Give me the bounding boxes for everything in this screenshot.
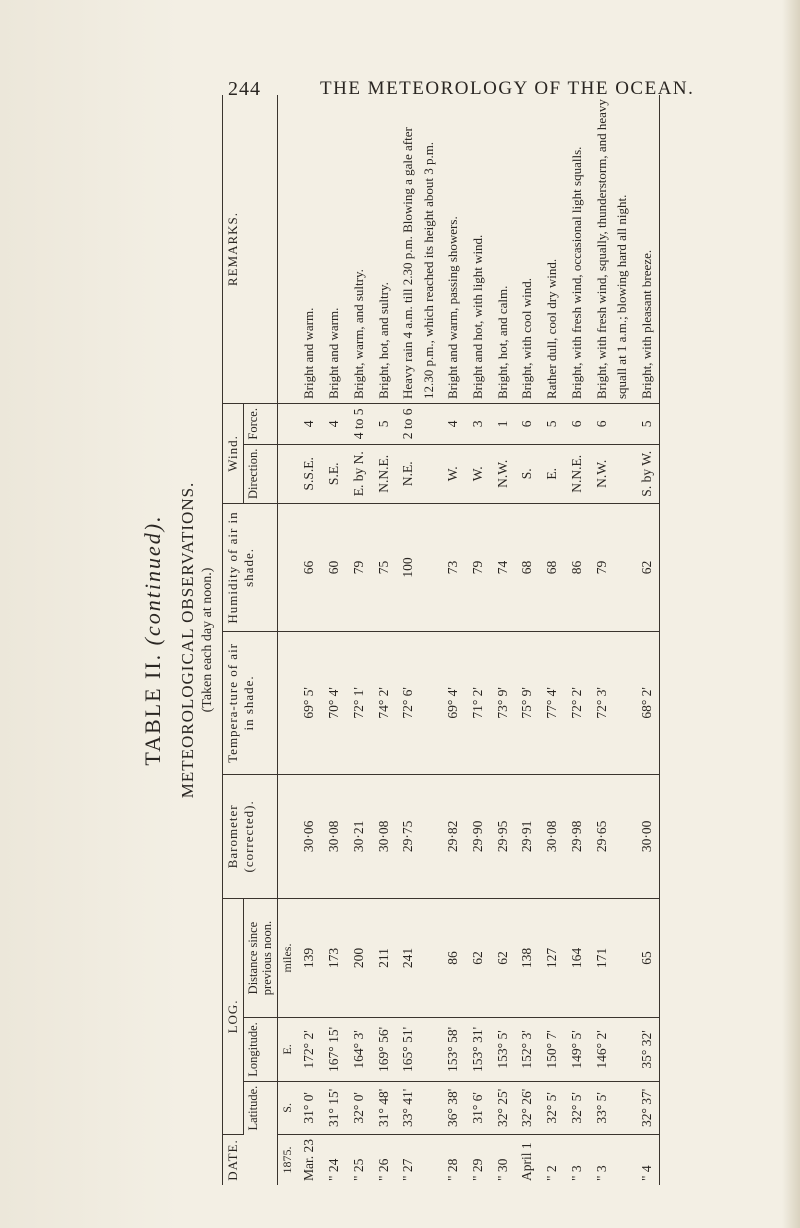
cell-barometer: 30·06 <box>297 774 322 898</box>
cell-latitude: 31° 48' <box>372 1081 397 1134</box>
unit-year: 1875. <box>279 1146 294 1174</box>
cell-barometer: 30·08 <box>540 774 565 898</box>
table-row <box>396 95 440 1185</box>
cell-temperature: 72° 2' <box>565 631 590 774</box>
unit-blank <box>277 404 297 445</box>
table-row <box>441 95 466 1185</box>
header-remarks: REMARKS. <box>223 95 278 404</box>
table-row <box>466 95 491 1185</box>
cell-wind-force: 4 <box>322 404 347 445</box>
cell-remarks: Heavy rain 4 a.m. till 2.30 p.m. Blowing a gale after 12.30 p.m., which reached its height about 3 p.m. <box>396 95 440 404</box>
cell-wind-force: 6 <box>590 404 634 445</box>
cell-temperature: 77° 4' <box>540 631 565 774</box>
cell-date: " 30 <box>494 1158 510 1181</box>
cell-humidity: 79 <box>466 503 491 631</box>
cell-date: " 25 <box>350 1158 366 1181</box>
cell-remarks: Rather dull, cool dry wind. <box>540 95 565 404</box>
cell-date: " 4 <box>635 1135 660 1186</box>
cell-barometer: 29·75 <box>396 774 440 898</box>
cell-wind-force: 4 <box>297 404 322 445</box>
cell-barometer: 30·08 <box>372 774 397 898</box>
unit-blank <box>277 631 297 774</box>
cell-distance: 241 <box>396 898 440 1017</box>
cell-distance: 65 <box>635 898 660 1017</box>
cell-longitude: 153° 5' <box>491 1018 516 1082</box>
cell-distance: 138 <box>515 898 540 1017</box>
cell-latitude: 32° 25' <box>491 1081 516 1134</box>
cell-humidity: 60 <box>322 503 347 631</box>
cell-wind-direction: N.E. <box>396 444 440 503</box>
observations-table <box>222 95 660 1185</box>
cell-temperature: 75° 9' <box>515 631 540 774</box>
header-longitude: Longitude. <box>244 1018 278 1082</box>
rotated-table-block <box>140 95 765 1185</box>
cell-wind-force: 6 <box>515 404 540 445</box>
cell-remarks: Bright and hot, with light wind. <box>466 95 491 404</box>
cell-latitude: 33° 5' <box>590 1081 634 1134</box>
cell-temperature: 74° 2' <box>372 631 397 774</box>
cell-barometer: 30·00 <box>635 774 660 898</box>
cell-date: " 27 <box>400 1158 416 1181</box>
table-row <box>590 95 634 1185</box>
cell-remarks: Bright, with pleasant breeze. <box>635 95 660 404</box>
cell-remarks: Bright and warm, passing showers. <box>441 95 466 404</box>
cell-temperature: 72° 3' <box>590 631 634 774</box>
unit-distance: miles. <box>277 898 297 1017</box>
cell-longitude: 172° 2' <box>297 1018 322 1082</box>
cell-wind-direction: W. <box>441 444 466 503</box>
cell-longitude: 153° 58' <box>441 1018 466 1082</box>
cell-date: " 29 <box>469 1158 485 1181</box>
cell-wind-force: 1 <box>491 404 516 445</box>
cell-distance: 211 <box>372 898 397 1017</box>
cell-wind-direction: N.N.E. <box>372 444 397 503</box>
table-caption <box>140 95 174 1185</box>
cell-humidity: 62 <box>635 503 660 631</box>
cell-wind-direction: N.W. <box>491 444 516 503</box>
cell-distance: 171 <box>590 898 634 1017</box>
cell-wind-force: 5 <box>540 404 565 445</box>
cell-remarks: Bright, warm, and sultry. <box>347 95 372 404</box>
cell-humidity: 79 <box>590 503 634 631</box>
unit-blank <box>277 444 297 503</box>
cell-temperature: 69° 4' <box>441 631 466 774</box>
cell-wind-force: 5 <box>372 404 397 445</box>
header-humidity: Humidity of air in shade. <box>223 503 278 631</box>
table-row <box>635 95 660 1185</box>
cell-latitude: 33° 41' <box>396 1081 440 1134</box>
cell-distance: 173 <box>322 898 347 1017</box>
cell-date: " 28 <box>444 1158 460 1181</box>
table-subtitle: (Taken each day at noon.) <box>200 567 215 713</box>
cell-wind-direction: E. <box>540 444 565 503</box>
cell-longitude: 152° 3' <box>515 1018 540 1082</box>
unit-blank <box>277 503 297 631</box>
cell-humidity: 73 <box>441 503 466 631</box>
table-row <box>565 95 590 1185</box>
page-number: 244 <box>228 78 261 100</box>
cell-humidity: 74 <box>491 503 516 631</box>
cell-distance: 139 <box>297 898 322 1017</box>
cell-longitude: 165° 51' <box>396 1018 440 1082</box>
cell-longitude: 146° 2' <box>590 1018 634 1082</box>
cell-barometer: 29·82 <box>441 774 466 898</box>
header-date: DATE. <box>223 1135 278 1186</box>
cell-latitude: 31° 15' <box>322 1081 347 1134</box>
cell-temperature: 68° 2' <box>635 631 660 774</box>
cell-wind-force: 5 <box>635 404 660 445</box>
table-row <box>347 95 372 1185</box>
unit-latitude: S. <box>277 1081 297 1134</box>
table-row <box>322 95 347 1185</box>
cell-wind-direction: S.S.E. <box>297 444 322 503</box>
cell-humidity: 79 <box>347 503 372 631</box>
cell-longitude: 35° 32' <box>635 1018 660 1082</box>
header-distance: Distance since previous noon. <box>244 898 278 1017</box>
cell-wind-force: 6 <box>565 404 590 445</box>
cell-barometer: 29·98 <box>565 774 590 898</box>
cell-latitude: 31° 0' <box>297 1081 322 1134</box>
observations-body <box>297 95 660 1185</box>
cell-longitude: 153° 31' <box>466 1018 491 1082</box>
cell-distance: 164 <box>565 898 590 1017</box>
cell-barometer: 29·65 <box>590 774 634 898</box>
cell-humidity: 75 <box>372 503 397 631</box>
cell-date: April 1 <box>519 1142 535 1181</box>
cell-longitude: 167° 15' <box>322 1018 347 1082</box>
header-force: Force. <box>244 404 278 445</box>
cell-remarks: Bright and warm. <box>297 95 322 404</box>
cell-latitude: 32° 26' <box>515 1081 540 1134</box>
cell-date: " 24 <box>325 1158 341 1181</box>
cell-latitude: 32° 0' <box>347 1081 372 1134</box>
cell-wind-force: 4 to 5 <box>347 404 372 445</box>
cell-date: " 3 <box>569 1165 585 1181</box>
cell-wind-direction: S. by W. <box>635 444 660 503</box>
cell-humidity: 68 <box>515 503 540 631</box>
cell-temperature: 72° 1' <box>347 631 372 774</box>
header-barometer: Barometer (corrected). <box>223 774 278 898</box>
cell-longitude: 150° 7' <box>540 1018 565 1082</box>
table-caption-continued: (continued). <box>140 514 165 646</box>
running-head: THE METEOROLOGY OF THE OCEAN. <box>320 78 695 99</box>
cell-remarks: Bright, hot, and sultry. <box>372 95 397 404</box>
cell-wind-direction: N.W. <box>590 444 634 503</box>
cell-wind-direction: S.E. <box>322 444 347 503</box>
cell-longitude: 169° 56' <box>372 1018 397 1082</box>
cell-barometer: 30·21 <box>347 774 372 898</box>
table-row <box>540 95 565 1185</box>
table-row <box>491 95 516 1185</box>
cell-temperature: 70° 4' <box>322 631 347 774</box>
cell-date: " 2 <box>544 1165 560 1181</box>
header-temperature: Tempera-ture of air in shade. <box>223 631 278 774</box>
cell-latitude: 31° 6' <box>466 1081 491 1134</box>
table-title: METEOROLOGICAL OBSERVATIONS. <box>178 481 197 799</box>
cell-humidity: 86 <box>565 503 590 631</box>
cell-date: Mar. 23 <box>300 1139 316 1181</box>
header-wind: Wind. <box>223 404 244 504</box>
cell-distance: 127 <box>540 898 565 1017</box>
cell-latitude: 32° 37' <box>635 1081 660 1134</box>
cell-date: " 26 <box>375 1158 391 1181</box>
cell-latitude: 32° 5' <box>565 1081 590 1134</box>
header-log: LOG. <box>223 898 244 1134</box>
cell-barometer: 30·08 <box>322 774 347 898</box>
cell-remarks: Bright and warm. <box>322 95 347 404</box>
cell-latitude: 36° 38' <box>441 1081 466 1134</box>
cell-barometer: 29·95 <box>491 774 516 898</box>
cell-distance: 200 <box>347 898 372 1017</box>
cell-remarks: Bright, with fresh wind, squally, thunderstorm, and heavy squall at 1 a.m.; blowing hard all night. <box>590 95 634 404</box>
table-row <box>297 95 322 1185</box>
cell-temperature: 71° 2' <box>466 631 491 774</box>
cell-longitude: 149° 5' <box>565 1018 590 1082</box>
cell-temperature: 69° 5' <box>297 631 322 774</box>
cell-temperature: 73° 9' <box>491 631 516 774</box>
header-latitude: Latitude. <box>244 1081 278 1134</box>
cell-longitude: 164° 3' <box>347 1018 372 1082</box>
cell-distance: 62 <box>491 898 516 1017</box>
cell-wind-direction: S. <box>515 444 540 503</box>
cell-distance: 62 <box>466 898 491 1017</box>
cell-barometer: 29·91 <box>515 774 540 898</box>
unit-blank <box>277 95 297 404</box>
cell-date: " 3 <box>594 1165 610 1181</box>
unit-longitude: E. <box>277 1018 297 1082</box>
cell-humidity: 68 <box>540 503 565 631</box>
cell-wind-force: 2 to 6 <box>396 404 440 445</box>
unit-blank <box>277 774 297 898</box>
cell-wind-direction: E. by N. <box>347 444 372 503</box>
cell-humidity: 66 <box>297 503 322 631</box>
page-edge-shadow <box>782 0 800 1228</box>
cell-wind-direction: N.N.E. <box>565 444 590 503</box>
cell-distance: 86 <box>441 898 466 1017</box>
table-row <box>515 95 540 1185</box>
cell-wind-force: 4 <box>441 404 466 445</box>
cell-barometer: 29·90 <box>466 774 491 898</box>
cell-latitude: 32° 5' <box>540 1081 565 1134</box>
cell-wind-force: 3 <box>466 404 491 445</box>
table-row <box>372 95 397 1185</box>
cell-remarks: Bright, hot, and calm. <box>491 95 516 404</box>
table-caption-label: TABLE II. <box>140 652 165 766</box>
cell-humidity: 100 <box>396 503 440 631</box>
cell-remarks: Bright, with cool wind. <box>515 95 540 404</box>
cell-temperature: 72° 6' <box>396 631 440 774</box>
header-direction: Direction. <box>244 444 278 503</box>
cell-wind-direction: W. <box>466 444 491 503</box>
cell-remarks: Bright, with fresh wind, occasional light squalls. <box>565 95 590 404</box>
